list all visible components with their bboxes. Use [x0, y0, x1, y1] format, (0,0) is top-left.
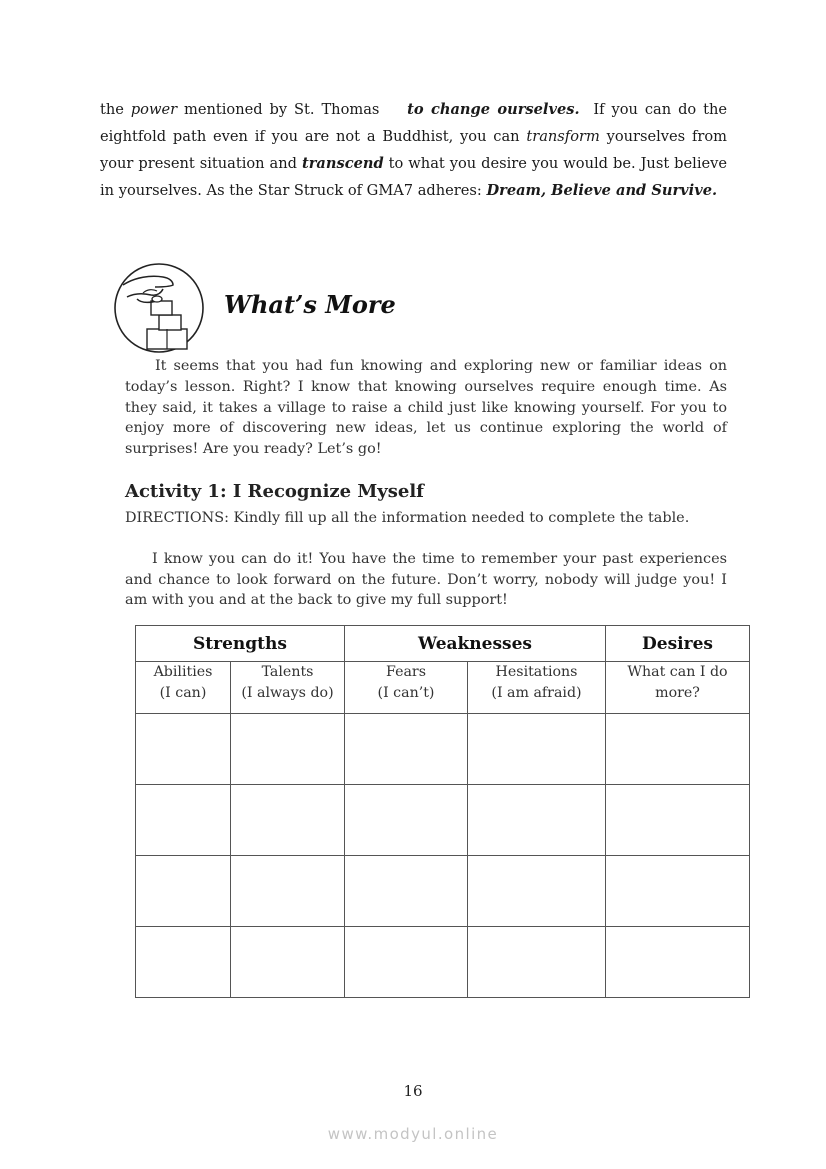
table-cell[interactable] — [231, 714, 345, 785]
table-cell[interactable] — [231, 785, 345, 856]
table-cell[interactable] — [231, 856, 345, 927]
table-cell[interactable] — [468, 714, 606, 785]
table-cell[interactable] — [606, 856, 750, 927]
table-cell[interactable] — [606, 927, 750, 998]
table-cell[interactable] — [136, 856, 231, 927]
table-cell[interactable] — [231, 927, 345, 998]
table-row — [136, 785, 750, 856]
self-recognition-table — [135, 625, 750, 998]
encouragement-paragraph: I know you can do it! You have the time to remember your past experiences and chance to look forward on the future. Don’t worry, nobody will judge you! I am with you and at the back to give my full support! — [125, 551, 727, 608]
subheader-abilities: Abilities (I can) — [136, 662, 231, 714]
table-cell[interactable] — [136, 785, 231, 856]
header-weaknesses: Weaknesses — [345, 626, 606, 662]
table-row — [136, 714, 750, 785]
table-cell[interactable] — [606, 714, 750, 785]
table-row — [136, 856, 750, 927]
table-cell[interactable] — [468, 927, 606, 998]
table-row — [136, 927, 750, 998]
watermark: www.modyul.online — [327, 1125, 499, 1143]
activity-directions: DIRECTIONS: Kindly fill up all the information needed to complete the table. — [125, 510, 690, 526]
header-strengths: Strengths — [136, 626, 345, 662]
table-cell[interactable] — [345, 785, 468, 856]
table-cell[interactable] — [345, 927, 468, 998]
subheader-desires: What can I do more? — [606, 662, 750, 714]
subheader-talents: Talents (I always do) — [231, 662, 345, 714]
hand-stacking-blocks-icon — [113, 263, 205, 353]
header-row — [136, 626, 750, 662]
page-number: 16 — [403, 1082, 423, 1100]
activity-title: Activity 1: I Recognize Myself — [125, 481, 424, 502]
section-intro-paragraph: It seems that you had fun knowing and exploring new or familiar ideas on today’s lesson. Right? I know that knowing ourselves require enough time. As they said, it takes a village to raise a child just like knowing yourself. For you to enjoy more of discovering new ideas, let us continue exploring the world of surprises! Are you ready? Let’s go! — [125, 358, 727, 458]
table-cell[interactable] — [468, 785, 606, 856]
table-cell[interactable] — [345, 856, 468, 927]
table-cell[interactable] — [468, 856, 606, 927]
intro-paragraph: the power mentioned by St. Thomas to change ourselves. If you can do the eightfold path even if you are not a Buddhist, you can transform yourselves from your present situation and transcend to what you desire you would be. Just believe in yourselves. As the Star Struck of GMA7 adheres: Dream, Believe and Survive. — [100, 101, 732, 199]
table-cell[interactable] — [345, 714, 468, 785]
table-cell[interactable] — [606, 785, 750, 856]
subheader-row — [136, 662, 750, 714]
subheader-fears: Fears (I can’t) — [345, 662, 468, 714]
table-cell[interactable] — [136, 927, 231, 998]
section-title: What’s More — [224, 290, 396, 319]
subheader-hesitations: Hesitations (I am afraid) — [468, 662, 606, 714]
header-desires: Desires — [606, 626, 750, 662]
table-cell[interactable] — [136, 714, 231, 785]
